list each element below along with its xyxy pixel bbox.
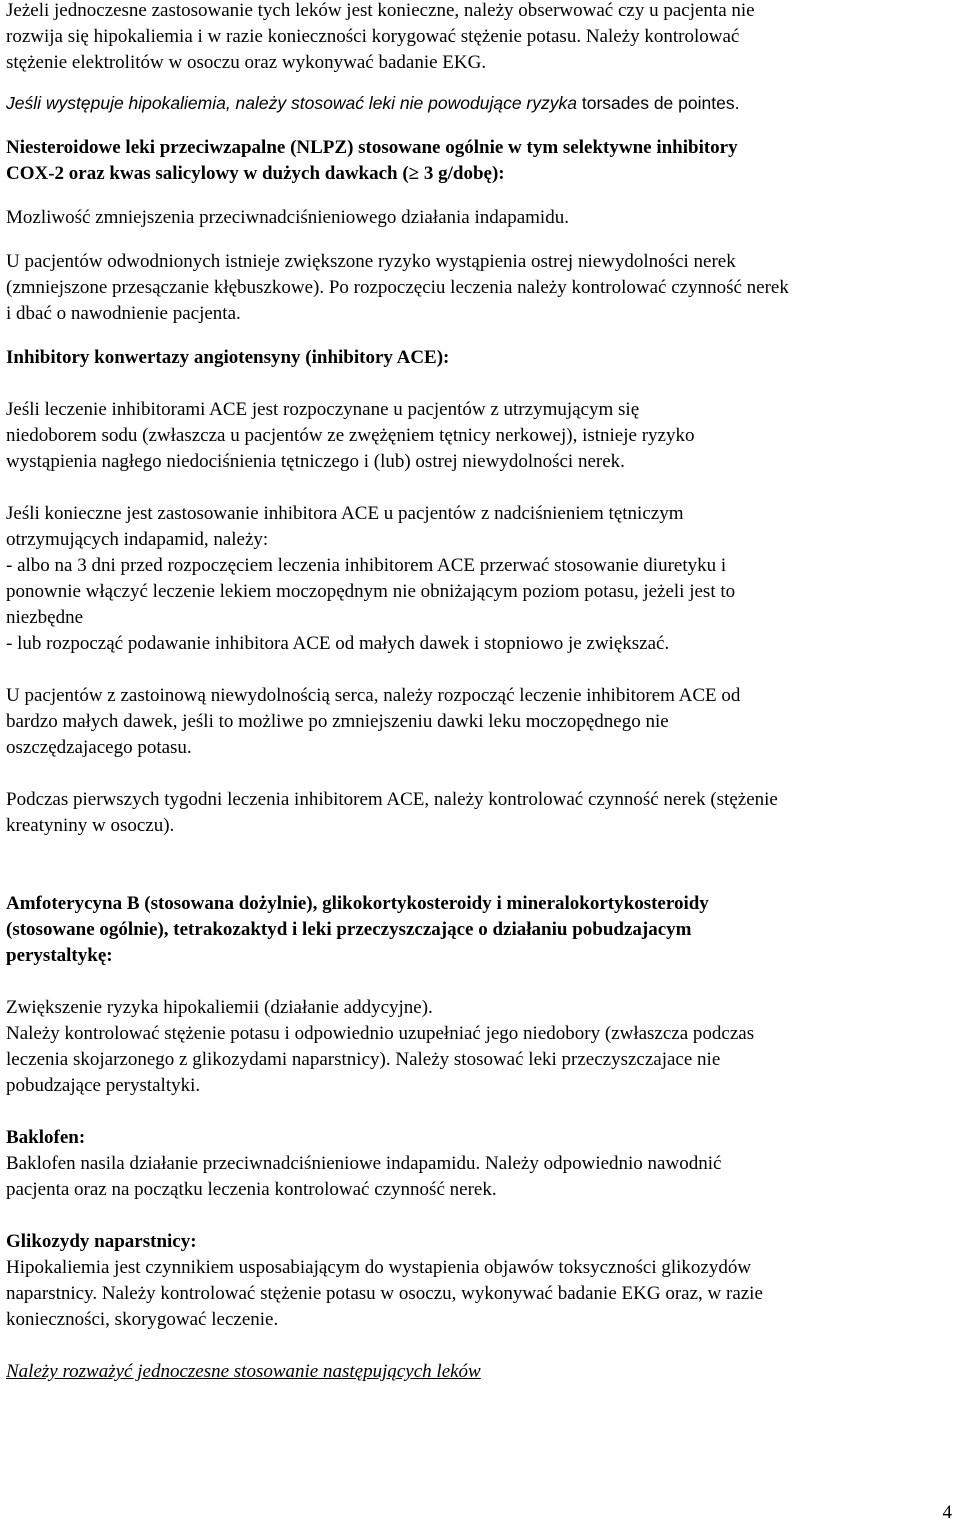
text-line: Podczas pierwszych tygodni leczenia inhibitorem ACE, należy kontrolować czynność nerek (stężenie — [6, 789, 778, 810]
text-line: Mozliwość zmniejszenia przeciwnadciśnieniowego działania indapamidu. — [6, 207, 569, 228]
paragraph-amfoterycyna — [6, 995, 954, 1099]
paragraph-baklofen — [6, 1151, 954, 1203]
heading-nlpz — [6, 135, 954, 187]
heading-line: perystaltykę: — [6, 945, 113, 966]
heading-line: COX-2 oraz kwas salicylowy w dużych dawkach (≥ 3 g/dobę): — [6, 163, 505, 184]
text-line: U pacjentów z zastoinową niewydolnością serca, należy rozpocząć leczenie inhibitorem ACE od — [6, 685, 741, 706]
text-line: i dbać o nawodnienie pacjenta. — [6, 303, 241, 324]
text-line: Należy kontrolować stężenie potasu i odpowiednio uzupełniać jego niedobory (zwłaszcza podczas — [6, 1023, 755, 1044]
paragraph-ace-heart-failure — [6, 683, 954, 761]
text-line: stężenie elektrolitów w osoczu oraz wykonywać badanie EKG. — [6, 52, 487, 73]
heading-amfoterycyna — [6, 891, 954, 969]
text-line: niedoborem sodu (zwłaszcza u pacjentów ze zwężęniem tętnicy nerkowej), istnieje ryzyko — [6, 425, 695, 446]
text-line: pacjenta oraz na początku leczenia kontrolować czynność nerek. — [6, 1179, 497, 1200]
torsades-normal-text: torsades de pointes. — [576, 93, 740, 113]
paragraph-nlpz-effect — [6, 205, 954, 231]
text-line: kreatyniny w osoczu). — [6, 815, 175, 836]
text-line: Jeśli leczenie inhibitorami ACE jest rozpoczynane u pacjentów z utrzymującym się — [6, 399, 640, 420]
text-line: - lub rozpocząć podawanie inhibitora ACE od małych dawek i stopniowo je zwiększać. — [6, 633, 670, 654]
heading-ace-inhibitors — [6, 345, 954, 371]
paragraph-potassium-monitoring — [6, 0, 954, 76]
heading-line: Inhibitory konwertazy angiotensyny (inhibitory ACE): — [6, 347, 450, 368]
text-line: Zwiększenie ryzyka hipokaliemii (działanie addycyjne). — [6, 997, 433, 1018]
paragraph-ace-kidney-monitoring — [6, 787, 954, 839]
text-line: bardzo małych dawek, jeśli to możliwe po zmniejszeniu dawki leku moczopędnego nie — [6, 711, 669, 732]
page-number: 4 — [942, 1502, 952, 1523]
text-line: pobudzające perystaltyki. — [6, 1075, 201, 1096]
text-line: naparstnicy. Należy kontrolować stężenie potasu w osoczu, wykonywać badanie EKG oraz, w razie — [6, 1283, 763, 1304]
text-line: Jeśli konieczne jest zastosowanie inhibitora ACE u pacjentów z nadciśnieniem tętniczym — [6, 503, 684, 524]
text-line: rozwija się hipokaliemia i w razie konieczności korygować stężenie potasu. Należy kontrolować — [6, 26, 740, 47]
heading-glikozydy — [6, 1229, 954, 1255]
text-line: ponownie włączyć leczenie lekiem moczopędnym nie obniżającym poziom potasu, jeżeli jest to — [6, 581, 736, 602]
document-page — [6, 0, 954, 1385]
text-line: oszczędzajacego potasu. — [6, 737, 192, 758]
paragraph-nlpz-dehydration — [6, 249, 954, 327]
text-line: otrzymujących indapamid, należy: — [6, 529, 269, 550]
paragraph-ace-hypertension — [6, 501, 954, 657]
text-line: Hipokaliemia jest czynnikiem usposabiającym do wystapienia objawów toksyczności glikozydów — [6, 1257, 752, 1278]
text-line: niezbędne — [6, 607, 84, 628]
torsades-italic-text: Jeśli występuje hipokaliemia, należy stosować leki nie powodujące ryzyka — [6, 93, 577, 113]
text-line: - albo na 3 dni przed rozpoczęciem leczenia inhibitorem ACE przerwać stosowanie diuretyku i — [6, 555, 727, 576]
paragraph-ace-sodium — [6, 397, 954, 475]
heading-line: Niesteroidowe leki przeciwzapalne (NLPZ) stosowane ogólnie w tym selektywne inhibitory — [6, 137, 738, 158]
heading-line: Baklofen: — [6, 1127, 86, 1148]
text-line: (zmniejszone przesączanie kłębuszkowe). Po rozpoczęciu leczenia należy kontrolować czynność nerek — [6, 277, 789, 298]
final-note-text: Należy rozważyć jednoczesne stosowanie następujących leków — [6, 1361, 481, 1382]
text-line: konieczności, skorygować leczenie. — [6, 1309, 279, 1330]
paragraph-torsades — [6, 90, 954, 117]
text-line: leczenia skojarzonego z glikozydami naparstnicy). Należy stosować leki przeczyszczajace nie — [6, 1049, 721, 1070]
text-line: Baklofen nasila działanie przeciwnadciśnieniowe indapamidu. Należy odpowiednio nawodnić — [6, 1153, 722, 1174]
heading-baklofen — [6, 1125, 954, 1151]
paragraph-glikozydy — [6, 1255, 954, 1333]
paragraph-final-note — [6, 1359, 954, 1385]
text-line: Jeżeli jednoczesne zastosowanie tych leków jest konieczne, należy obserwować czy u pacjenta nie — [6, 0, 755, 21]
heading-line: Amfoterycyna B (stosowana dożylnie), glikokortykosteroidy i mineralokortykosteroidy — [6, 893, 709, 914]
text-line: U pacjentów odwodnionych istnieje zwiększone ryzyko wystąpienia ostrej niewydolności nerek — [6, 251, 736, 272]
heading-line: Glikozydy naparstnicy: — [6, 1231, 197, 1252]
heading-line: (stosowane ogólnie), tetrakozaktyd i leki przeczyszczające o działaniu pobudzajacym — [6, 919, 692, 940]
text-line: wystąpienia nagłego niedociśnienia tętniczego i (lub) ostrej niewydolności nerek. — [6, 451, 625, 472]
